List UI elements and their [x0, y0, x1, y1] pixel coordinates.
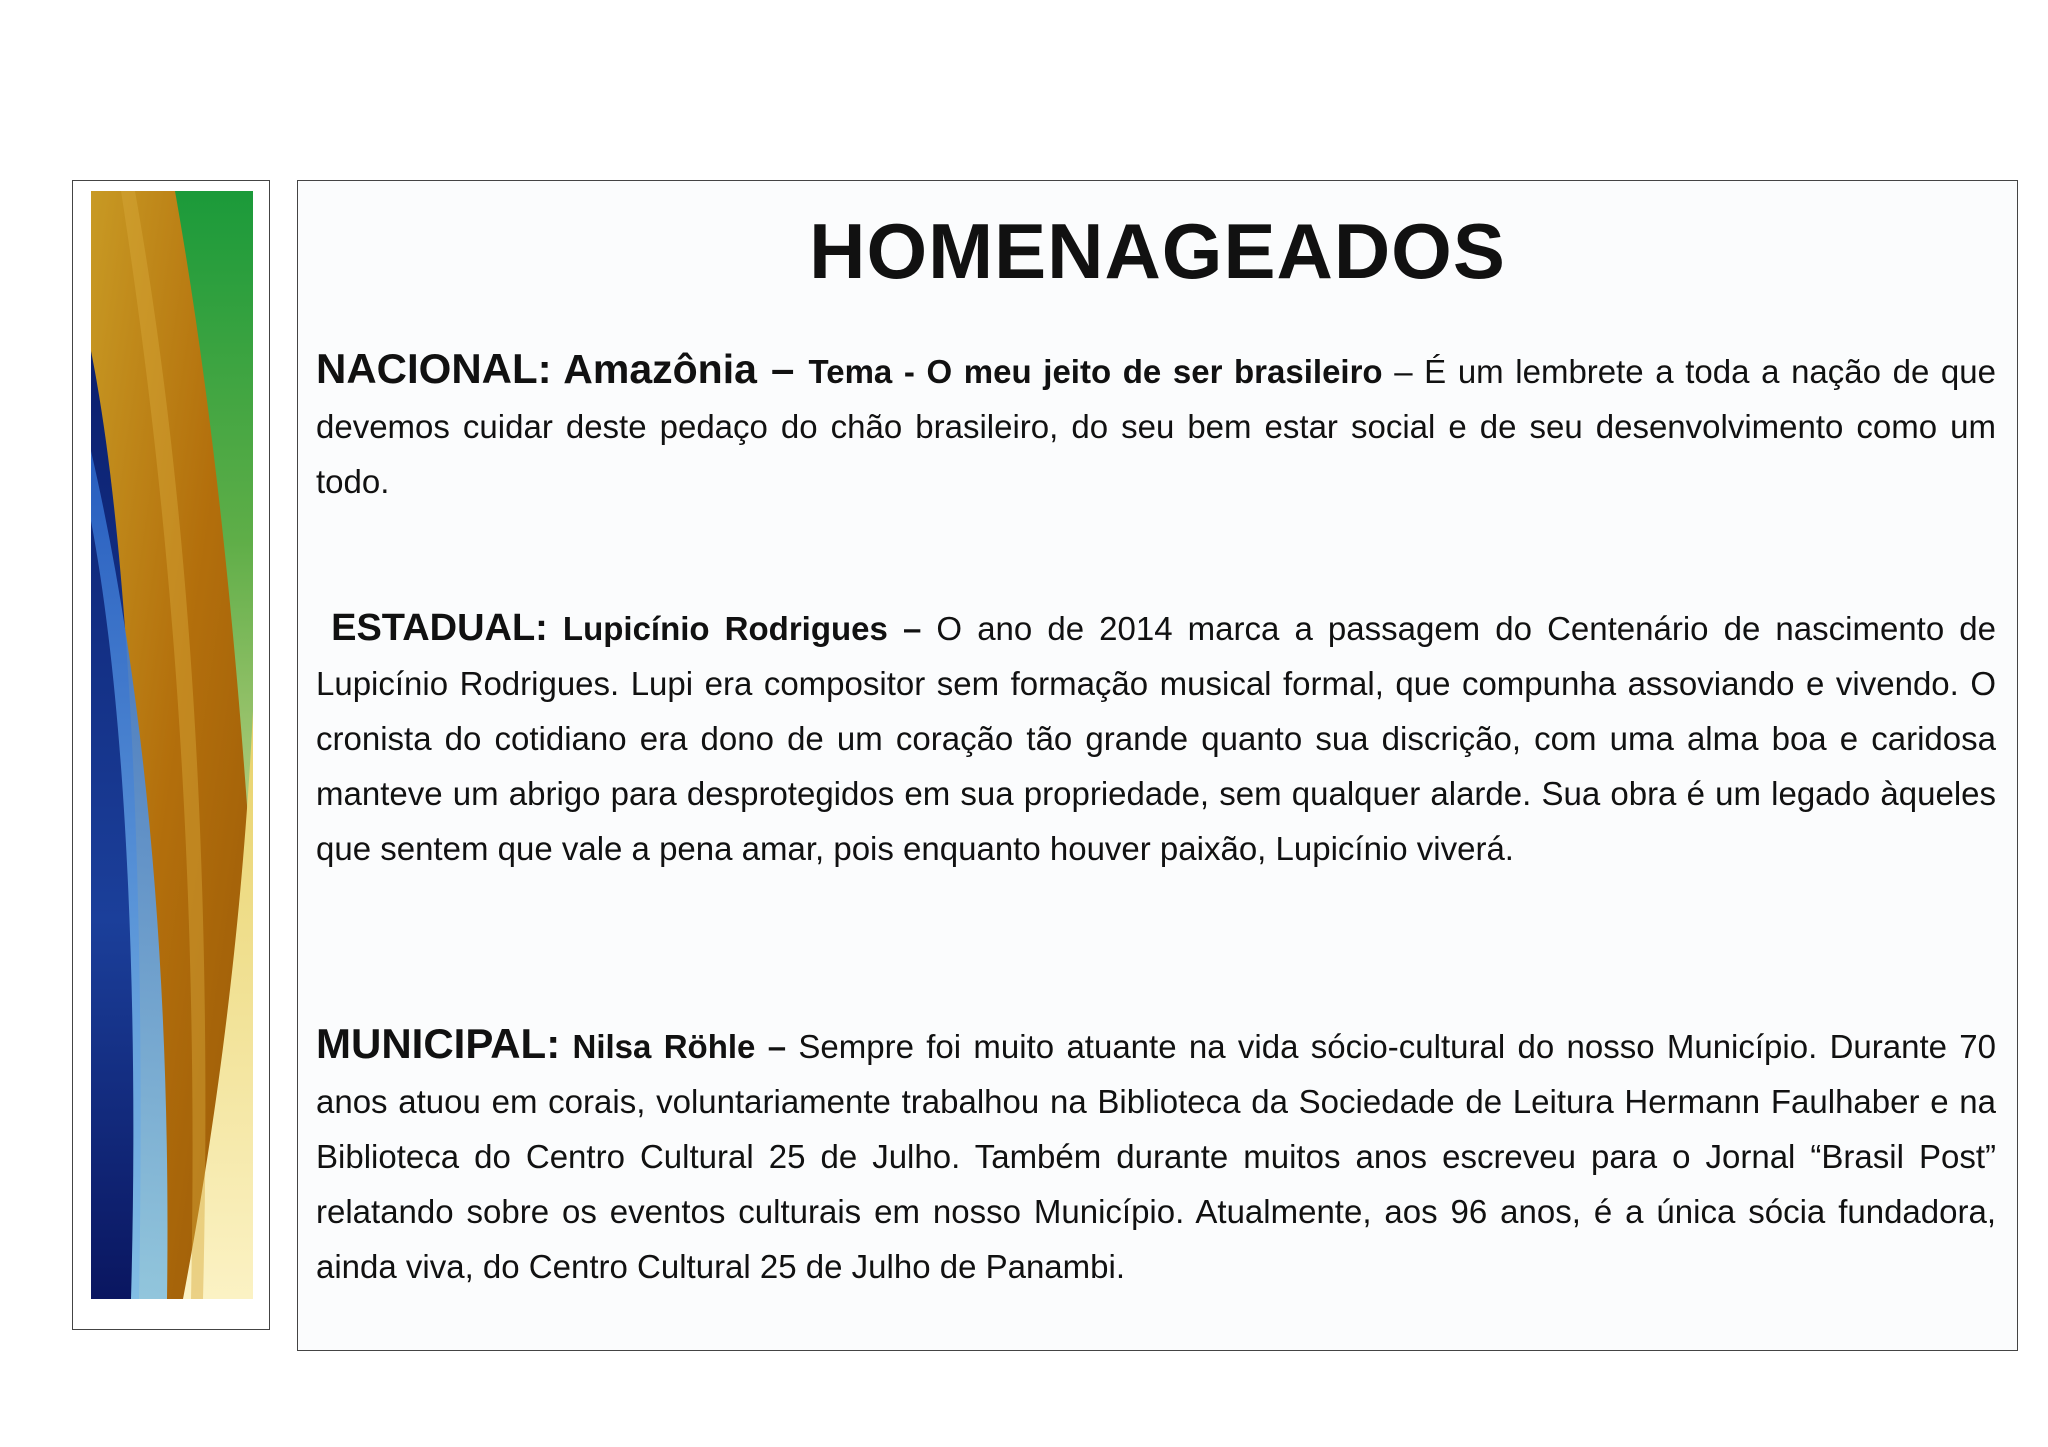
- state-paragraph: [316, 601, 1996, 876]
- municipal-paragraph: [316, 1016, 1996, 1294]
- decorative-wave-art: [91, 191, 253, 1299]
- state-text: O ano de 2014 marca a passagem do Centenário de nascimento de Lupicínio Rodrigues. Lupi era compositor sem formação musical formal, que compunha assoviando e vivendo. O cronista do cotidiano era dono de um coração tão grande quanto sua discrição, com uma alma boa e caridosa manteve um abrigo para desprotegidos em sua propriedade, sem qualquer alarde. Sua obra é um legado àqueles que sentem que vale a pena amar, pois enquanto houver paixão, Lupicínio viverá.: [316, 610, 1996, 867]
- national-paragraph: [316, 341, 1996, 509]
- municipal-label: MUNICIPAL:: [316, 1020, 561, 1067]
- municipal-dash: –: [755, 1028, 799, 1065]
- national-name: Amazônia: [563, 346, 757, 392]
- state-dash: –: [887, 610, 937, 647]
- page-title: HOMENAGEADOS: [809, 207, 1506, 295]
- national-text: – É um lembrete a toda a nação de que devemos cuidar deste pedaço do chão brasileiro, do seu bem estar social e de seu desenvolvimento como um todo.: [316, 353, 1996, 500]
- municipal-text: Sempre foi muito atuante na vida sócio-cultural do nosso Município. Durante 70 anos atuou em corais, voluntariamente trabalhou na Biblioteca da Sociedade de Leitura Hermann Faulhaber e na Biblioteca do Centro Cultural 25 de Julho. Também durante muitos anos escreveu para o Jornal “Brasil Post” relatando sobre os eventos culturais em nosso Município. Atualmente, aos 96 anos, é a única sócia fundadora, ainda viva, do Centro Cultural 25 de Julho de Panambi.: [316, 1028, 1997, 1285]
- decorative-side-frame: [72, 180, 270, 1330]
- state-label: ESTADUAL:: [331, 607, 548, 649]
- honorees-panel: [297, 180, 2018, 1351]
- national-label: NACIONAL:: [316, 345, 552, 392]
- state-name: Lupicínio Rodrigues: [547, 610, 888, 647]
- national-dash: –: [756, 345, 809, 392]
- national-theme: Tema - O meu jeito de ser brasileiro: [808, 353, 1383, 390]
- municipal-name: Nilsa Röhle: [572, 1028, 756, 1065]
